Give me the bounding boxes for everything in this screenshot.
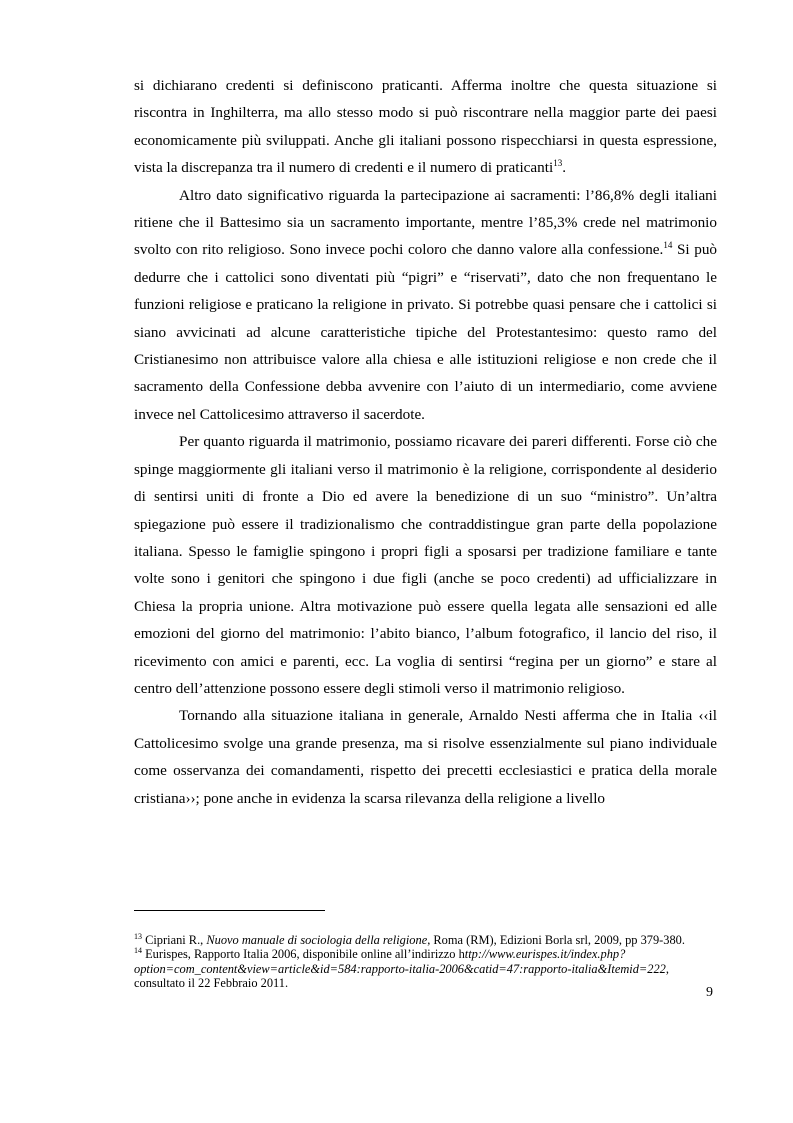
paragraph-1 [134,72,717,182]
footnote-separator [134,910,325,911]
footnote-url-link[interactable]: ttp://www.eurispes.it/index.php? option=com_content&view=article&id=584:rapporto-italia-2006&catid=47:rapporto-italia&Itemid=222 [134,947,666,976]
footnote-text: Cipriani R., [142,933,207,947]
paragraph-2 [134,182,717,429]
footnote-14 [134,947,717,990]
paragraph-3 [134,428,717,702]
footnote-number: 14 [134,946,142,956]
footnote-number: 13 [134,932,142,941]
paragraph-4 [134,702,717,812]
paragraph-text: si dichiarano credenti si definiscono praticanti. Afferma inoltre che questa situazione si riscontra in Inghilterra, ma allo stesso modo si può riscontrare nella maggior parte dei paesi economicamente più sviluppati. Anche gli italiani possono rispecchiarsi in questa espressione, vista la discrepanza tra il numero di credenti e il numero di praticanti [134,77,717,177]
footnote-text: Eurispes, Rapporto Italia 2006, disponibile online all’indirizzo h [142,947,465,962]
paragraph-text: Tornando alla situazione italiana in generale, Arnaldo Nesti afferma che in Italia ‹‹il Cattolicesimo svolge una grande presenza, ma si risolve essenzialmente sul piano individuale come osservanza dei comandamenti, rispetto dei precetti ecclesiastici e pratica della morale cristiana››; pone anche in evidenza la scarsa rilevanza della religione a livello [134,707,717,807]
body-text [134,72,717,812]
footnotes [134,933,717,991]
footnote-text: , Roma (RM), Edizioni Borla srl, 2009, pp 379-380. [427,933,685,947]
page-number: 9 [706,985,713,1000]
footnote-ref-14[interactable]: 14 [663,240,673,251]
paragraph-text: Si può dedurre che i cattolici sono diventati più “pigri” e “riservati”, dato che non frequentano le funzioni religiose e praticano la religione in privato. Si potrebbe quasi pensare che i cattolici si siano avvicinati ad alcune caratteristiche tipiche del Protestantesimo: questo ramo del Cristianesimo non attribuisce valore alla chiesa e alle istituzioni religiose e non crede che il sacramento della Confessione debba avvenire con l’aiuto di un intermediario, come avviene invece nel Cattolicesimo attraverso il sacerdote. [134,241,718,423]
footnote-book-title: Nuovo manuale di sociologia della religione [206,933,428,947]
paragraph-text: Altro dato significativo riguarda la partecipazione ai sacramenti: l’86,8% degli italiani ritiene che il Battesimo sia un sacramento importante, mentre l’85,3% crede nel matrimonio svolto con rito religioso. Sono invece pochi coloro che danno valore alla confessione. [134,186,717,259]
footnote-ref-13[interactable]: 13 [553,158,563,169]
paragraph-text: Per quanto riguarda il matrimonio, possiamo ricavare dei pareri differenti. Forse ciò che spinge maggiormente gli italiani verso il matrimonio è la religione, corrispondente al desiderio di sentirsi uniti di fronte a Dio ed avere la benedizione di un suo “ministro”. Un’altra spiegazione può essere il tradizionalismo che contraddistingue gran parte della popolazione italiana. Spesso le famiglie spingono i propri figli a sposarsi per tradizione familiare e tante volte sono i genitori che spingono i due figli (anche se poco credenti) ad ufficializzare in Chiesa la propria unione. Altra motivazione può essere quella legata alle sensazioni ed alle emozioni del giorno del matrimonio: l’abito bianco, l’album fotografico, il lancio del riso, il ricevimento con amici e parenti, ecc. La voglia di sentirsi “regina per un giorno” e stare al centro dell’attenzione possono essere degli stimoli verso il matrimonio religioso. [134,433,717,697]
footnote-13 [134,933,717,947]
paragraph-text: . [562,159,566,177]
footnote-text: , consultato il 22 Febbraio 2011. [134,961,669,991]
